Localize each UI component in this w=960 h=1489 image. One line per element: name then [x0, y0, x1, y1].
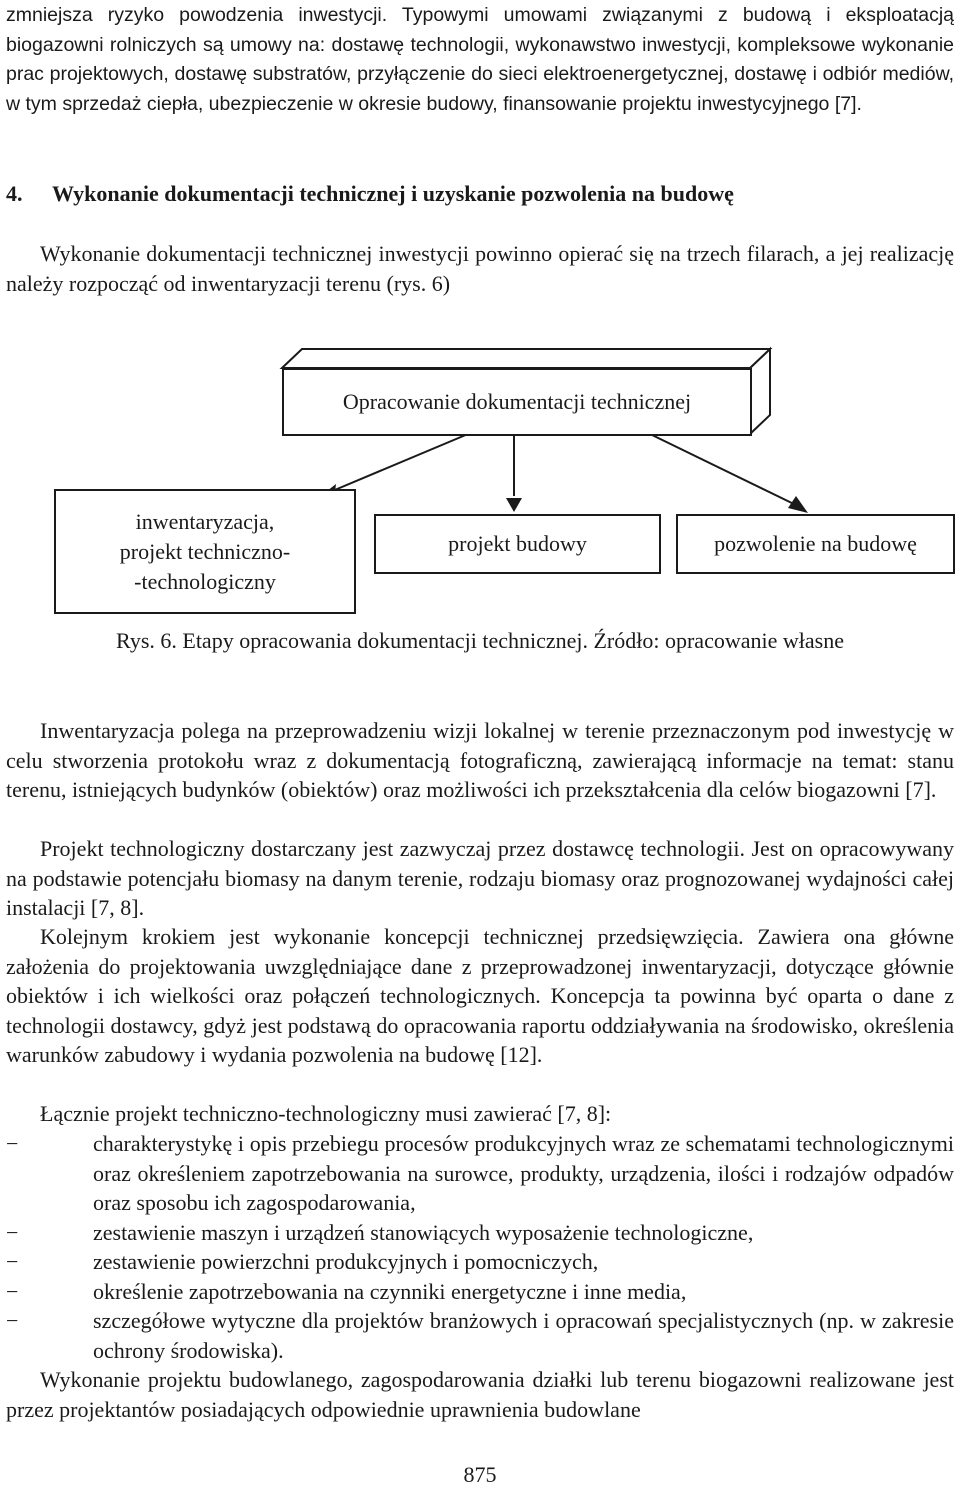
list-dash: −	[6, 1219, 19, 1245]
page-number: 875	[463, 1462, 497, 1487]
diagram-left-line-1: inwentaryzacja,	[135, 508, 275, 534]
diagram-top-label: Opracowanie dokumentacji technicznej	[342, 389, 692, 414]
list-dash: −	[6, 1131, 19, 1156]
list-item	[6, 1277, 954, 1307]
section-heading	[6, 179, 954, 209]
list-item	[6, 1306, 954, 1365]
connector-left	[330, 434, 468, 492]
list-item	[6, 1247, 954, 1277]
connector-right	[650, 434, 798, 506]
intro-paragraph: zmniejsza ryzyko powodzenia inwestycji. Typowymi umowami związanymi z budową i eksploatacją biogazowni rolniczych są umowy na: dostawę technologii, wykonawstwo inwestycji, kompleksowe wykonanie prac projektowych, dostawę substratów, przyłączenie do sieci elektroenergetycznej, dostawę i odbiór mediów, w tym sprzedaż ciepła, ubezpieczenie w okresie budowy, finansowanie projektu inwestycyjnego [7].	[6, 4, 954, 115]
figure-caption: Rys. 6. Etapy opracowania dokumentacji technicznej. Źródło: opracowanie własne	[116, 628, 844, 653]
top-box-top-face	[282, 349, 770, 368]
list-dash: −	[6, 1249, 19, 1274]
paragraph-inwentaryzacja: Inwentaryzacja polega na przeprowadzeniu wizji lokalnej w terenie przeznaczonym pod inwestycję w celu stworzenia protokołu wraz z dokumentacją fotograficzną, zawierającą informacje na temat: stanu terenu, istniejących budynków (obiektów) oraz możliwości ich przekształcenia dla celów biogazowni [7].	[6, 718, 954, 802]
diagram-top-box	[282, 368, 752, 436]
diagram-middle-box	[374, 514, 661, 574]
diagram-left-line-2: projekt techniczno-	[119, 538, 291, 564]
section-intro-paragraph: Wykonanie dokumentacji technicznej inwestycji powinno opierać się na trzech filarach, a jej realizację należy rozpocząć od inwentaryzacji terenu (rys. 6)	[6, 241, 954, 296]
arrowhead-middle	[506, 498, 522, 512]
paragraph-list-intro: Łącznie projekt techniczno-technologiczny musi zawierać [7, 8]:	[40, 1101, 612, 1126]
paragraph-projekt-technologiczny: Projekt technologiczny dostarczany jest zazwyczaj przez dostawcę technologii. Jest on opracowywany na podstawie potencjału biomasy na danym terenie, rodzaju biomasy oraz prognozowanej wydajności całej instalacji [7, 8].	[6, 836, 954, 920]
list-item-text: określenie zapotrzebowania na czynniki energetyczne i inne media,	[93, 1278, 687, 1304]
diagram-left-line-3: -technologiczny	[134, 568, 276, 594]
closing-paragraph: Wykonanie projektu budowlanego, zagospodarowania działki lub terenu biogazowni realizowane jest przez projektantów posiadających odpowiednie uprawnienia budowlane	[6, 1367, 954, 1422]
diagram-right-label: pozwolenie na budowę	[714, 531, 917, 556]
list-dash: −	[6, 1308, 19, 1333]
arrowhead-right	[788, 496, 808, 513]
list-item-text: charakterystykę i opis przebiegu procesów produkcyjnych wraz ze schematami technologicznymi oraz określeniem zapotrzebowania na surowce, produkty, urządzenia, ilości i rodzajów odpadów oraz sposobu ich zagospodarowania,	[93, 1131, 954, 1215]
list-item-text: zestawienie powierzchni produkcyjnych i pomocniczych,	[93, 1249, 599, 1274]
list-item	[6, 1129, 954, 1218]
requirements-list	[6, 1129, 954, 1365]
diagram-left-box	[54, 489, 356, 614]
list-dash: −	[6, 1278, 19, 1304]
section-title: Wykonanie dokumentacji technicznej i uzyskanie pozwolenia na budowę	[52, 181, 734, 206]
diagram-right-box	[676, 514, 955, 574]
list-item-text: zestawienie maszyn i urządzeń stanowiących wyposażenie technologiczne,	[93, 1219, 754, 1245]
diagram-middle-label: projekt budowy	[448, 531, 587, 556]
list-item	[6, 1218, 954, 1248]
list-item-text: szczegółowe wytyczne dla projektów branżowych i opracowań specjalistycznych (np. w zakresie ochrony środowiska).	[93, 1308, 954, 1363]
section-number: 4.	[6, 181, 23, 206]
paragraph-koncepcja: Kolejnym krokiem jest wykonanie koncepcji technicznej przedsięwzięcia. Zawiera ona główne założenia do projektowania uwzględniające dane z przeprowadzonej inwentaryzacji, dotyczące głównie obiektów i ich wielkości oraz połączeń technologicznych. Koncepcja ta powinna być oparta o dane z technologii dostawcy, gdyż jest podstawą do opracowania raportu oddziaływania na środowisko, określenia warunków zabudowy i wydania pozwolenia na budowę [12].	[6, 924, 954, 1067]
